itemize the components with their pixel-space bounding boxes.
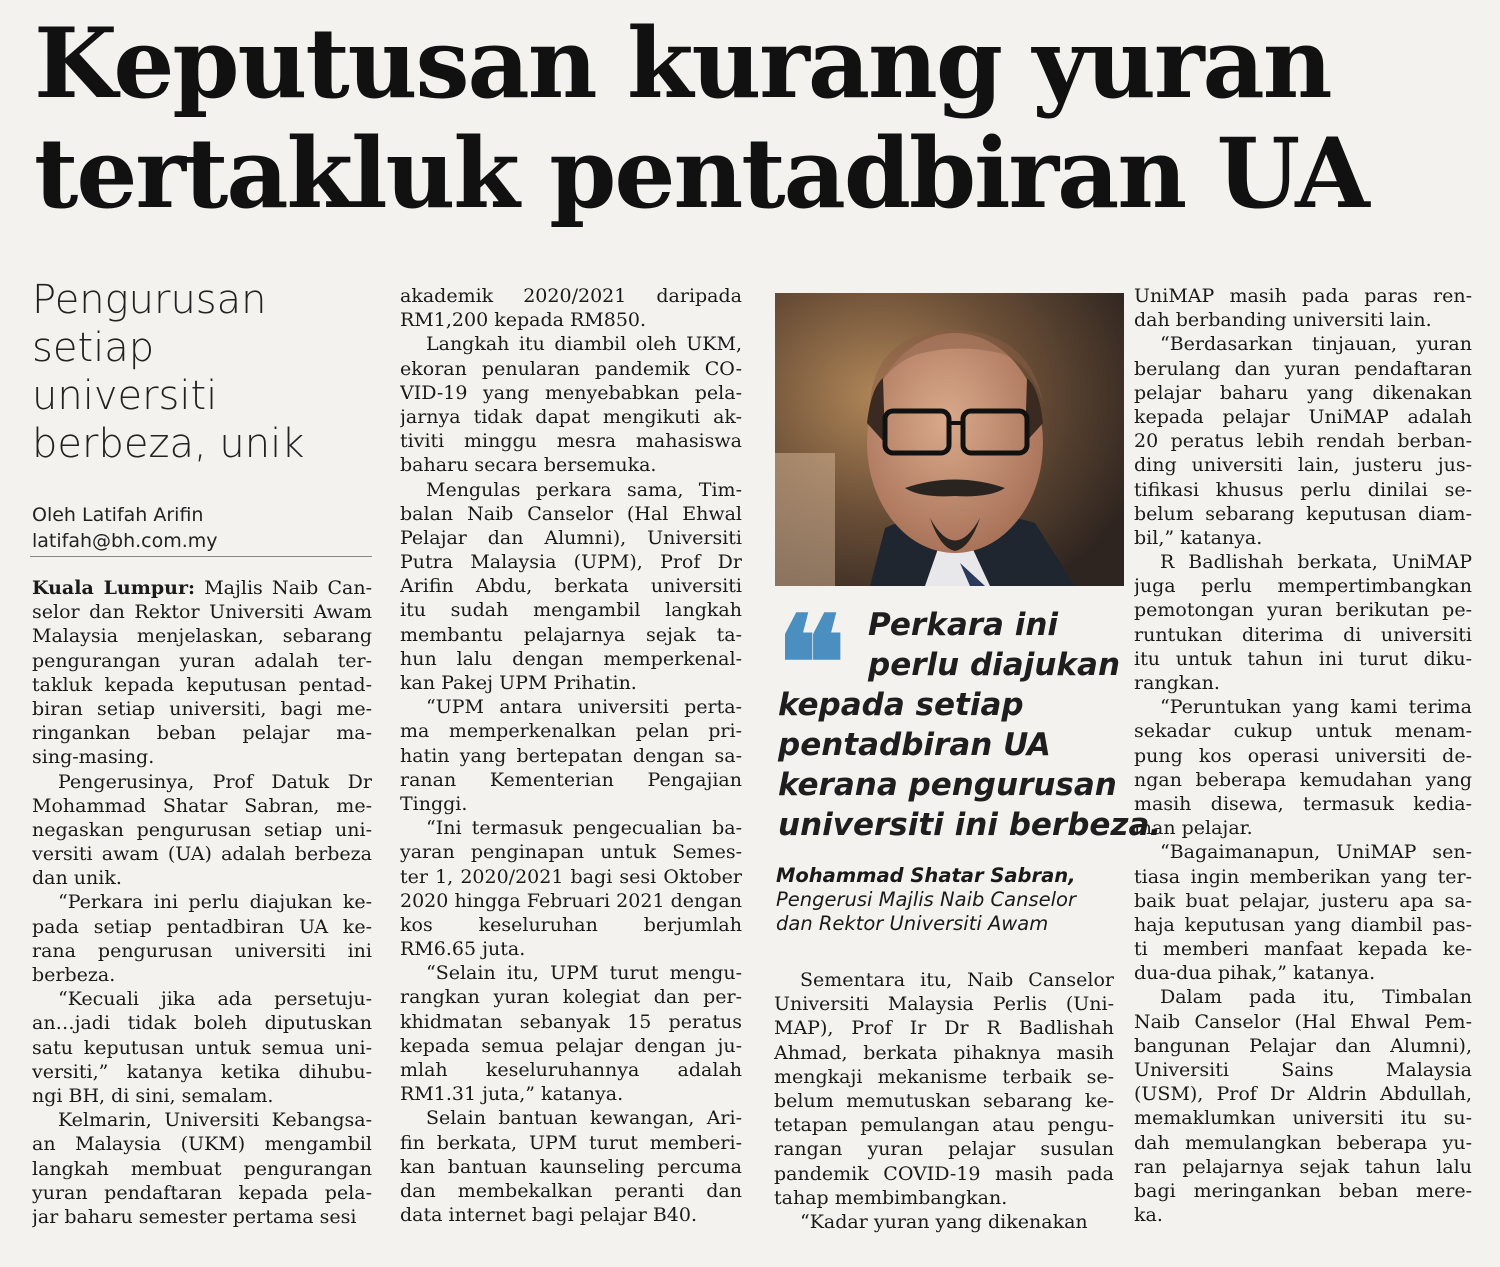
text-line: pelajar baharu yang dikenakan bbox=[1134, 381, 1472, 404]
text-line: kan bantuan kaunseling percuma bbox=[400, 1155, 742, 1178]
text-line: Selain bantuan kewangan, Ari- bbox=[426, 1107, 742, 1130]
text-line: RM1.31 juta,” katanya. bbox=[400, 1083, 624, 1106]
text-line: “Kadar yuran yang dikenakan bbox=[800, 1210, 1088, 1233]
pull-quote-line: Perkara ini bbox=[868, 607, 1059, 643]
text-line: Sementara itu, Naib Canselor bbox=[800, 969, 1114, 991]
paragraph bbox=[1134, 332, 1472, 550]
text-line: Kelmarin, Universiti Kebangsa- bbox=[58, 1109, 372, 1132]
text-line: sekadar cukup untuk menam- bbox=[1134, 720, 1472, 743]
paragraph bbox=[32, 770, 372, 891]
byline-author: Oleh Latifah Arifin bbox=[32, 504, 204, 526]
text-line: “Perkara ini perlu diajukan ke- bbox=[58, 891, 372, 914]
text-line: ka. bbox=[1134, 1204, 1163, 1227]
text-line: runtukan diterima di universiti bbox=[1134, 623, 1472, 646]
text-line: R Badlishah berkata, UniMAP bbox=[1160, 551, 1472, 574]
quote-icon: ❝ bbox=[776, 587, 846, 740]
text-line: sing-masing. bbox=[32, 746, 155, 769]
text-line: “Kecuali jika ada persetuju- bbox=[58, 988, 372, 1011]
paragraph bbox=[1134, 840, 1472, 985]
article-column-2 bbox=[400, 284, 742, 1227]
text-line: ter 1, 2020/2021 bagi sesi Oktober bbox=[400, 865, 742, 888]
text-line: rana pengurusan universiti ini bbox=[32, 939, 372, 962]
text-line: pandemik COVID-19 masih pada bbox=[774, 1162, 1114, 1185]
text-line: selor dan Rektor Universiti Awam bbox=[32, 601, 372, 624]
text-line: Malaysia menjelaskan, sebarang bbox=[32, 625, 372, 648]
text-line: ranan Kementerian Pengajian bbox=[400, 768, 742, 791]
text-line: rangkan yuran kolegiat dan per- bbox=[400, 986, 742, 1009]
text-line: pemotongan yuran berikutan pe- bbox=[1134, 599, 1472, 622]
text-line: Universiti Malaysia Perlis (Uni- bbox=[774, 993, 1114, 1016]
text-line: “Peruntukan yang kami terima bbox=[1160, 696, 1472, 719]
paragraph bbox=[1134, 695, 1472, 840]
text-line: jarnya tidak dapat mengikuti ak- bbox=[400, 405, 742, 428]
paragraph bbox=[400, 1106, 742, 1227]
text-line: bagi meringankan beban mere- bbox=[1134, 1179, 1472, 1202]
text-line: Ahmad, berkata pihaknya masih bbox=[774, 1041, 1114, 1064]
text-line: tetapan pemulangan atau pengu- bbox=[774, 1114, 1114, 1137]
text-line: Putra Malaysia (UPM), Prof Dr bbox=[400, 551, 742, 574]
text-line: dah berbanding universiti lain. bbox=[1134, 309, 1432, 332]
kicker-line: setiap bbox=[32, 325, 155, 371]
text-line: ngan beberapa kemudahan yang bbox=[1134, 768, 1472, 791]
text-line: Naib Canselor (Hal Ehwal Pem- bbox=[1134, 1010, 1472, 1033]
text-line: tiviti minggu mesra mahasiswa bbox=[400, 430, 742, 453]
text-line: tifikasi khusus perlu dinilai se- bbox=[1134, 478, 1472, 501]
text-line: berbeza. bbox=[32, 964, 116, 986]
paragraph bbox=[32, 576, 372, 770]
paragraph bbox=[774, 968, 1114, 1210]
text-line: khidmatan sebanyak 15 peratus bbox=[400, 1010, 742, 1033]
paragraph bbox=[400, 284, 742, 332]
text-line: negaskan pengurusan setiap uni- bbox=[32, 818, 372, 841]
attribution-title-2: dan Rektor Universiti Awam bbox=[776, 912, 1049, 935]
text-line: mengkaji mekanisme terbaik se- bbox=[774, 1065, 1114, 1088]
text-line: Langkah itu diambil oleh UKM, bbox=[426, 333, 742, 356]
text-line: belum memutuskan sebarang ke- bbox=[774, 1089, 1114, 1112]
text-line: “Berdasarkan tinjauan, yuran bbox=[1160, 333, 1472, 356]
text-line: memaklumkan universiti itu su- bbox=[1134, 1107, 1472, 1130]
text-line: ding universiti lain, justeru jus- bbox=[1134, 454, 1472, 477]
text-line: haja keputusan yang diambil pas- bbox=[1134, 913, 1472, 936]
pull-quote-line: kerana pengurusan bbox=[778, 767, 1117, 803]
text-line: kan Pakej UPM Prihatin. bbox=[400, 672, 637, 694]
text-line: takluk kepada keputusan pentad- bbox=[32, 673, 372, 696]
text-line: an…jadi tidak boleh diputuskan bbox=[32, 1012, 372, 1035]
paragraph bbox=[32, 987, 372, 1108]
text-line: Pengerusinya, Prof Datuk Dr bbox=[58, 770, 372, 793]
text-line: baik buat pelajar, justeru apa sa- bbox=[1134, 889, 1472, 912]
text-segment: Majlis Naib Can- bbox=[204, 577, 372, 599]
pull-quote bbox=[776, 587, 1162, 845]
text-line bbox=[32, 576, 372, 600]
text-line: yaran penginapan untuk Semes- bbox=[400, 841, 742, 864]
text-line: itu sudah mengambil langkah bbox=[400, 599, 742, 622]
text-line: Arifin Abdu, berkata universiti bbox=[400, 575, 742, 598]
text-line: versiti awam (UA) adalah berbeza bbox=[32, 843, 372, 866]
paragraph bbox=[400, 961, 742, 1106]
text-line: Tinggi. bbox=[400, 792, 468, 815]
paragraph bbox=[32, 1108, 372, 1229]
text-line: ma memperkenalkan pelan pri- bbox=[400, 720, 742, 743]
text-line: Mengulas perkara sama, Tim- bbox=[426, 478, 742, 501]
text-line: belum sebarang keputusan diam- bbox=[1134, 502, 1472, 525]
pull-quote-line: perlu diajukan bbox=[868, 647, 1121, 683]
kicker bbox=[32, 276, 372, 468]
paragraph bbox=[1134, 985, 1472, 1227]
text-line: hatin yang bertepatan dengan sa- bbox=[400, 744, 742, 767]
text-line: Dalam pada itu, Timbalan bbox=[1160, 986, 1472, 1009]
kicker-line: universiti bbox=[32, 373, 218, 419]
article-column-1 bbox=[32, 576, 372, 1229]
text-line: (USM), Prof Dr Aldrin Abdullah, bbox=[1134, 1083, 1472, 1106]
portrait-illustration bbox=[775, 293, 1124, 586]
text-line: pada setiap pentadbiran UA ke- bbox=[32, 915, 372, 938]
text-line: tiasa ingin memberikan yang ter- bbox=[1134, 865, 1472, 888]
text-line: balan Naib Canselor (Hal Ehwal bbox=[400, 502, 742, 525]
text-line: juga perlu mempertimbangkan bbox=[1134, 575, 1472, 598]
text-line: ti memberi manfaat kepada ke- bbox=[1134, 938, 1472, 961]
text-line: langkah membuat pengurangan bbox=[32, 1157, 372, 1180]
text-line: 20 peratus lebih rendah berban- bbox=[1134, 430, 1472, 453]
kicker-line: berbeza, unik bbox=[32, 421, 305, 467]
text-line: berulang dan yuran pendaftaran bbox=[1134, 357, 1472, 380]
text-line: MAP), Prof Ir Dr R Badlishah bbox=[774, 1017, 1114, 1040]
text-line: ekoran penularan pandemik CO- bbox=[400, 357, 742, 380]
paragraph bbox=[1134, 550, 1472, 695]
attribution-title-1: Pengerusi Majlis Naib Canselor bbox=[776, 888, 1077, 911]
paragraph bbox=[400, 816, 742, 961]
text-line: tahap membimbangkan. bbox=[774, 1186, 1008, 1209]
paragraph bbox=[400, 695, 742, 816]
pull-quote-line: kepada setiap bbox=[778, 687, 1024, 723]
text-line: ringankan beban pelajar ma- bbox=[32, 722, 372, 745]
paragraph bbox=[774, 1210, 1114, 1234]
text-line: itu untuk tahun ini turut diku- bbox=[1134, 647, 1472, 670]
text-line: kepada semua pelajar dengan ju- bbox=[400, 1034, 742, 1057]
text-line: “Bagaimanapun, UniMAP sen- bbox=[1160, 841, 1472, 864]
text-line: kos keseluruhan berjumlah bbox=[400, 913, 742, 936]
text-line: Universiti Sains Malaysia bbox=[1134, 1059, 1472, 1081]
attribution-name: Mohammad Shatar Sabran, bbox=[776, 864, 1076, 887]
text-line: dah memulangkan beberapa yu- bbox=[1134, 1131, 1472, 1154]
text-line: rangan yuran pelajar susulan bbox=[774, 1138, 1114, 1161]
text-line: kepada pelajar UniMAP adalah bbox=[1134, 405, 1472, 428]
text-line: UniMAP masih pada paras ren- bbox=[1134, 285, 1472, 307]
text-line: baharu secara bersemuka. bbox=[400, 454, 657, 477]
quote-attribution bbox=[776, 864, 1076, 936]
text-line: an Malaysia (UKM) mengambil bbox=[32, 1133, 372, 1156]
text-line: Mohammad Shatar Sabran, me- bbox=[32, 794, 372, 817]
text-line: bil,” katanya. bbox=[1134, 526, 1263, 549]
text-line: man pelajar. bbox=[1134, 817, 1253, 840]
text-line: membantu pelajarnya sejak ta- bbox=[400, 623, 742, 646]
text-line: masih disewa, termasuk kedia- bbox=[1134, 792, 1472, 815]
article-column-3 bbox=[774, 968, 1114, 1234]
text-line: pung kos operasi universiti de- bbox=[1134, 744, 1472, 767]
article-column-4 bbox=[1134, 284, 1472, 1227]
dateline: Kuala Lumpur: bbox=[32, 577, 195, 599]
text-line: mlah keseluruhannya adalah bbox=[400, 1059, 742, 1081]
text-line: bangunan Pelajar dan Alumni), bbox=[1134, 1034, 1472, 1057]
text-line: dan unik. bbox=[32, 867, 122, 890]
pull-quote-line: universiti ini berbeza. bbox=[778, 807, 1162, 843]
text-line: biran setiap universiti, bagi me- bbox=[32, 697, 372, 720]
text-line: akademik 2020/2021 daripada bbox=[400, 285, 742, 307]
text-line: yuran pendaftaran kepada pela- bbox=[32, 1181, 372, 1204]
text-line: pengurangan yuran adalah ter- bbox=[32, 649, 372, 672]
kicker-line: Pengurusan bbox=[32, 277, 267, 323]
byline-divider bbox=[30, 556, 372, 557]
text-line: dua-dua pihak,” katanya. bbox=[1134, 962, 1376, 985]
byline-email[interactable]: latifah@bh.com.my bbox=[32, 530, 218, 552]
text-line: ngi BH, di sini, semalam. bbox=[32, 1084, 274, 1107]
headline-line-1: Keputusan kurang yuran bbox=[34, 7, 1331, 120]
text-line: dan membekalkan peranti dan bbox=[400, 1179, 742, 1202]
text-line: jar baharu semester pertama sesi bbox=[32, 1205, 357, 1228]
text-line: data internet bagi pelajar B40. bbox=[400, 1204, 698, 1227]
text-line: Pelajar dan Alumni), Universiti bbox=[400, 526, 742, 549]
text-line: satu keputusan untuk semua uni- bbox=[32, 1036, 372, 1059]
text-line: ran pelajarnya sejak tahun lalu bbox=[1134, 1155, 1472, 1178]
text-line: hun lalu dengan memperkenal- bbox=[400, 647, 742, 670]
paragraph bbox=[400, 332, 742, 477]
byline bbox=[32, 502, 218, 554]
text-line: 2020 hingga Februari 2021 dengan bbox=[400, 889, 742, 912]
text-line: “Ini termasuk pengecualian ba- bbox=[426, 817, 742, 840]
paragraph bbox=[1134, 284, 1472, 332]
pull-quote-line: pentadbiran UA bbox=[778, 727, 1051, 763]
text-line: “Selain itu, UPM turut mengu- bbox=[426, 962, 742, 985]
portrait-photo bbox=[775, 293, 1124, 586]
text-line: versiti,” katanya ketika dihubu- bbox=[32, 1060, 372, 1083]
headline-line-2: tertakluk pentadbiran UA bbox=[34, 117, 1368, 230]
paragraph bbox=[400, 478, 742, 696]
paragraph bbox=[32, 890, 372, 987]
text-line: rangkan. bbox=[1134, 672, 1220, 694]
text-line: RM6.65 juta. bbox=[400, 938, 526, 961]
text-line: fin berkata, UPM turut memberi- bbox=[400, 1131, 742, 1154]
text-line: “UPM antara universiti perta- bbox=[426, 696, 742, 719]
text-line: VID-19 yang menyebabkan pela- bbox=[400, 381, 742, 404]
text-line: RM1,200 kepada RM850. bbox=[400, 309, 647, 332]
